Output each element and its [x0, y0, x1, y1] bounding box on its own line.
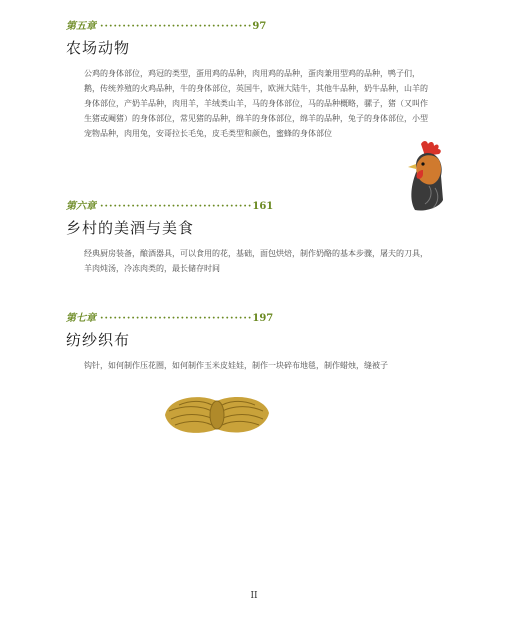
- yarn-skein-illustration: [159, 389, 274, 441]
- chapter-label: 第六章: [66, 201, 96, 212]
- chapter-page-number: 161: [252, 201, 274, 212]
- chapter-description: 公鸡的身体部位，鸡冠的类型，蛋用鸡的品种，肉用鸡的品种，蛋肉兼用型鸡的品种，鸭子们，鹅，传统养殖的火鸡品种，牛的身体部位，英国牛，欧洲大陆牛，其他牛品种，奶牛品种，山羊的身体部位，产奶羊品种，肉用羊，羊绒类山羊，马的身体部位，马的品种概略，骡子，猪（又叫作生猪或阉猪）的身体部位，常见猪的品种，绵羊的身体部位，绵羊的品种，兔子的身体部位，小型宠物品种，肉用兔，安哥拉长毛兔，皮毛类型和颜色，蜜蜂的身体部位: [84, 69, 428, 138]
- page-number: II: [250, 591, 258, 601]
- chapter-description: 经典厨房装备，酿酒器具，可以食用的花，基础，面包烘焙，制作奶酪的基本步骤，屠夫的刀具，羊肉炖汤，冷冻肉类的，最长储存时间: [84, 249, 428, 273]
- chapter-label: 第七章: [66, 313, 96, 324]
- chapter-heading-line: [66, 20, 436, 34]
- leader-dots: ··································: [100, 21, 253, 32]
- chapter-title: 农场动物: [66, 39, 131, 57]
- chapter-title: 纺纱织布: [66, 331, 131, 349]
- chapter-page-number: 97: [252, 21, 267, 32]
- chapter-7: [66, 312, 436, 373]
- chapter-description: 钩针，如何制作压花圈，如何制作玉米皮娃娃，制作一块碎布地毯，制作蜡烛，缝被子: [84, 361, 388, 370]
- chapter-heading-line: [66, 200, 436, 214]
- chapter-6: [66, 200, 436, 276]
- chapter-5: [66, 20, 436, 141]
- chapter-label: 第五章: [66, 21, 96, 32]
- leader-dots: ··································: [100, 313, 253, 324]
- leader-dots: ··································: [100, 201, 253, 212]
- chapter-heading-line: [66, 312, 436, 326]
- chapter-page-number: 197: [252, 313, 274, 324]
- chapter-title: 乡村的美酒与美食: [66, 219, 195, 237]
